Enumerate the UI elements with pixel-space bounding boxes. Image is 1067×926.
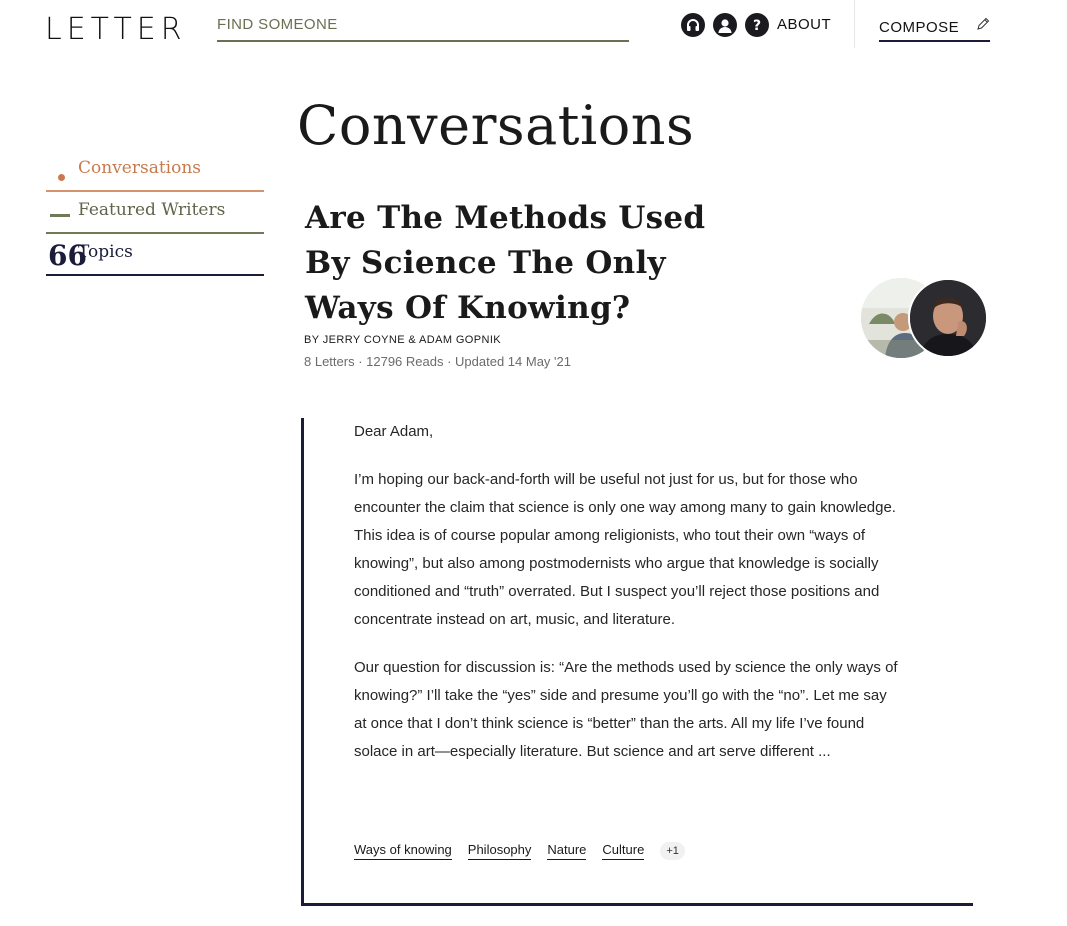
compose-label: COMPOSE [879,19,960,36]
nav-item-topics[interactable] [46,236,264,276]
letter-greeting: Dear Adam, [354,423,434,440]
pencil-icon [976,17,990,35]
nav-item-label: Topics [78,242,133,262]
nav-item-conversations[interactable] [46,152,264,192]
search-input[interactable] [217,14,629,33]
headphones-icon[interactable] [681,13,705,37]
dash-icon [50,214,70,217]
conversation-meta: 8 Letters · 12796 Reads · Updated 14 May '21 [304,354,571,369]
nav-item-label: Featured Writers [78,200,226,220]
avatar-adam-gopnik[interactable] [908,278,988,358]
active-dot-icon [58,174,65,181]
help-icon[interactable] [745,13,769,37]
letter-preview[interactable] [301,418,973,906]
quote-icon: 66 [48,239,87,272]
tag-list [354,842,685,860]
search-field[interactable] [217,14,629,42]
letter-paragraph: Our question for discussion is: “Are the methods used by science the only ways of knowing?” I’ll take the “yes” side and presume you’ll go with the “no”. Let me say at once that I don’t think science is “better” than the arts. All my life I’ve found solace in art—especially literature. But science and art serve different ... [354,659,898,760]
conversation-byline: BY JERRY COYNE & ADAM GOPNIK [304,334,502,346]
header-divider [854,0,855,48]
compose-button[interactable] [879,16,990,42]
letter-paragraph: I’m hoping our back-and-forth will be useful not just for us, but for those who encounter the claim that science is only one way among many to gain knowledge. This idea is of course popular among religionists, who tout their own “ways of knowing”, but also among postmodernists who argue that knowledge is socially conditioned and “truth” overrated. But I suspect you’ll reject those positions and concentrate instead on art, music, and literature. [354,471,896,628]
nav-item-label: Conversations [78,158,202,178]
site-logo[interactable]: LETTER [45,12,187,47]
about-link[interactable]: ABOUT [777,16,832,33]
more-tags-badge[interactable]: +1 [660,842,685,860]
letter-body [354,418,899,786]
tag-ways-of-knowing[interactable]: Ways of knowing [354,842,452,860]
page-title: Conversations [297,94,695,157]
conversation-title[interactable]: Are The Methods Used By Science The Only Ways Of Knowing? [305,200,706,326]
tag-culture[interactable]: Culture [602,842,644,860]
tag-philosophy[interactable]: Philosophy [468,842,532,860]
profile-icon[interactable] [713,13,737,37]
tag-nature[interactable]: Nature [547,842,586,860]
svg-text:?: ? [752,18,762,33]
nav-item-featured-writers[interactable] [46,194,264,234]
